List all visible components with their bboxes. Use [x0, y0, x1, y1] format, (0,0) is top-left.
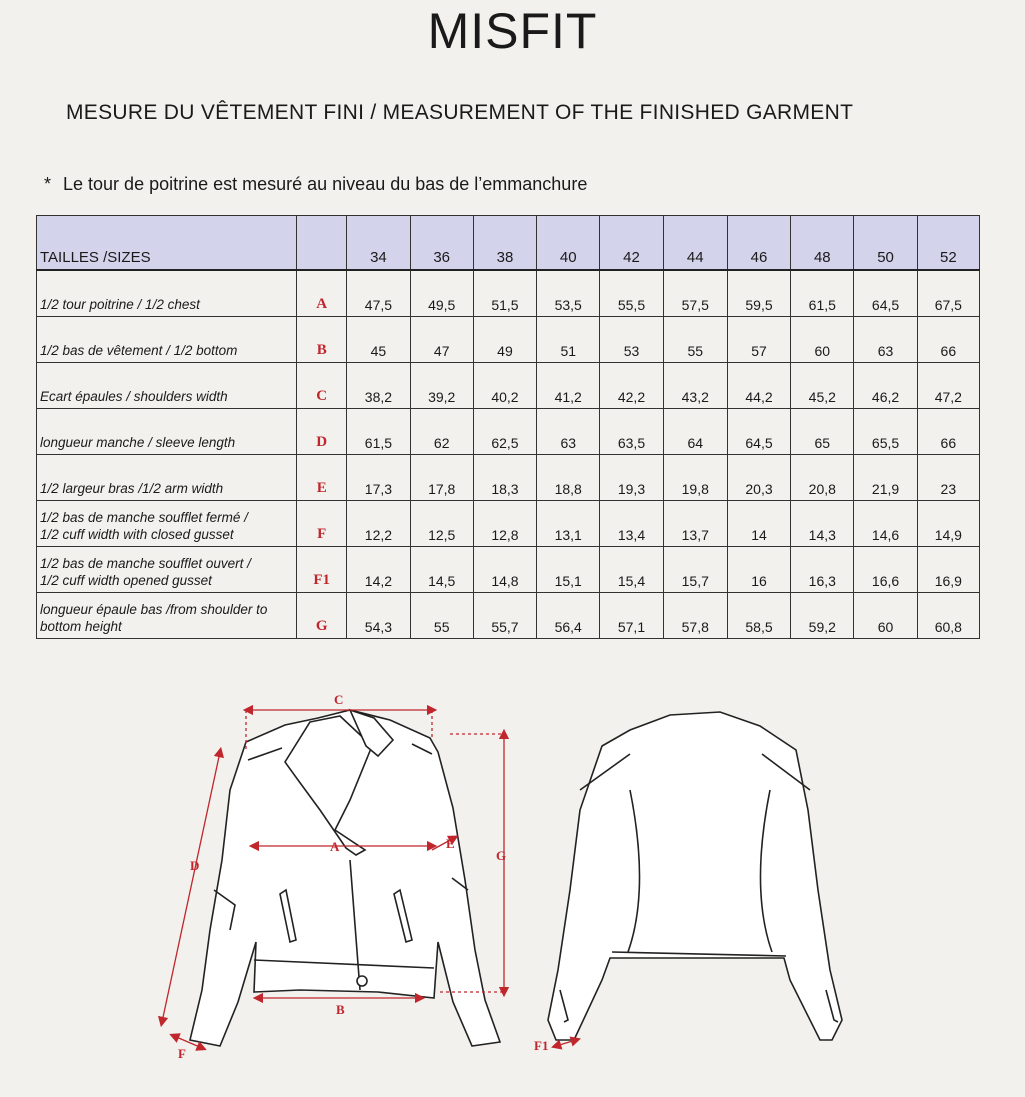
measure-value: 47 [410, 317, 473, 363]
measure-value: 45 [347, 317, 410, 363]
measure-value: 15,7 [663, 547, 727, 593]
measure-value: 49 [473, 317, 536, 363]
measure-value: 14,9 [917, 501, 979, 547]
measure-value: 19,8 [663, 455, 727, 501]
measure-value: 14,5 [410, 547, 473, 593]
label-g: G [496, 848, 507, 863]
table-row [37, 363, 980, 409]
size-header: 38 [473, 216, 536, 271]
measure-value: 40,2 [473, 363, 536, 409]
label-f: F [178, 1046, 186, 1061]
table-header-row [37, 216, 980, 271]
measure-code: C [297, 363, 347, 409]
measure-value: 14,8 [473, 547, 536, 593]
measure-name: 1/2 bas de vêtement / 1/2 bottom [37, 317, 297, 363]
measure-value: 53,5 [537, 270, 600, 317]
measure-value: 44,2 [727, 363, 790, 409]
measure-value: 19,3 [600, 455, 663, 501]
measure-name: longueur manche / sleeve length [37, 409, 297, 455]
brand-title: MISFIT [427, 3, 598, 59]
chest-note [44, 174, 587, 195]
measure-value: 23 [917, 455, 979, 501]
measure-value: 51,5 [473, 270, 536, 317]
measure-value: 16 [727, 547, 790, 593]
measure-value: 16,9 [917, 547, 979, 593]
table-row [37, 270, 980, 317]
size-header: 50 [854, 216, 917, 271]
measure-value: 63,5 [600, 409, 663, 455]
measure-value: 21,9 [854, 455, 917, 501]
measure-value: 65 [791, 409, 854, 455]
measure-value: 18,8 [537, 455, 600, 501]
size-header: 40 [537, 216, 600, 271]
measure-value: 15,1 [537, 547, 600, 593]
measure-value: 13,7 [663, 501, 727, 547]
measure-value: 20,3 [727, 455, 790, 501]
measure-value: 12,2 [347, 501, 410, 547]
measure-value: 14,2 [347, 547, 410, 593]
measure-value: 59,2 [791, 593, 854, 639]
measure-value: 62,5 [473, 409, 536, 455]
label-f1: F1 [534, 1038, 549, 1053]
measure-value: 56,4 [537, 593, 600, 639]
measure-value: 67,5 [917, 270, 979, 317]
measure-value: 16,6 [854, 547, 917, 593]
sizes-header-label: TAILLES /SIZES [37, 216, 297, 271]
measure-value: 64,5 [854, 270, 917, 317]
measure-value: 47,5 [347, 270, 410, 317]
measure-code: G [297, 593, 347, 639]
table-row [37, 409, 980, 455]
note-text: Le tour de poitrine est mesuré au niveau du bas de l’emmanchure [63, 174, 588, 194]
label-c: C [334, 692, 344, 707]
label-b: B [336, 1002, 345, 1017]
note-asterisk: * [44, 174, 52, 194]
measure-value: 55 [410, 593, 473, 639]
table-row [37, 593, 980, 639]
measure-value: 43,2 [663, 363, 727, 409]
measure-name: 1/2 bas de manche soufflet ouvert / 1/2 cuff width opened gusset [37, 547, 297, 593]
measure-value: 57,1 [600, 593, 663, 639]
measure-value: 14 [727, 501, 790, 547]
size-header: 44 [663, 216, 727, 271]
size-header: 36 [410, 216, 473, 271]
size-header: 48 [791, 216, 854, 271]
measure-code: F [297, 501, 347, 547]
measure-value: 55,5 [600, 270, 663, 317]
measure-value: 64,5 [727, 409, 790, 455]
measure-value: 55 [663, 317, 727, 363]
measure-value: 49,5 [410, 270, 473, 317]
page-subtitle: MESURE DU VÊTEMENT FINI / MEASUREMENT OF THE FINISHED GARMENT [66, 101, 854, 124]
measure-value: 47,2 [917, 363, 979, 409]
measure-value: 41,2 [537, 363, 600, 409]
measure-value: 57,8 [663, 593, 727, 639]
size-header: 42 [600, 216, 663, 271]
measure-value: 57 [727, 317, 790, 363]
measure-value: 39,2 [410, 363, 473, 409]
measure-value: 65,5 [854, 409, 917, 455]
measure-value: 60 [791, 317, 854, 363]
measure-value: 66 [917, 317, 979, 363]
measure-value: 66 [917, 409, 979, 455]
table-row [37, 501, 980, 547]
measure-value: 13,1 [537, 501, 600, 547]
measure-value: 64 [663, 409, 727, 455]
measure-value: 17,3 [347, 455, 410, 501]
measure-value: 55,7 [473, 593, 536, 639]
measure-value: 62 [410, 409, 473, 455]
measure-value: 61,5 [347, 409, 410, 455]
measure-name: longueur épaule bas /from shoulder to bottom height [37, 593, 297, 639]
size-table [36, 215, 980, 639]
label-a: A [330, 839, 340, 854]
size-header: 52 [917, 216, 979, 271]
measure-value: 13,4 [600, 501, 663, 547]
measure-value: 58,5 [727, 593, 790, 639]
label-d: D [190, 858, 200, 873]
measure-value: 60,8 [917, 593, 979, 639]
measure-value: 51 [537, 317, 600, 363]
jacket-back-drawing [548, 712, 842, 1040]
measure-code: E [297, 455, 347, 501]
measure-value: 14,3 [791, 501, 854, 547]
measure-value: 63 [854, 317, 917, 363]
measure-value: 20,8 [791, 455, 854, 501]
measure-value: 15,4 [600, 547, 663, 593]
measure-value: 53 [600, 317, 663, 363]
jacket-diagram [150, 690, 870, 1070]
measure-code: A [297, 270, 347, 317]
measure-value: 60 [854, 593, 917, 639]
measure-value: 18,3 [473, 455, 536, 501]
measure-value: 12,8 [473, 501, 536, 547]
table-row [37, 317, 980, 363]
measure-value: 38,2 [347, 363, 410, 409]
label-e: E [446, 836, 455, 851]
table-row [37, 455, 980, 501]
size-header: 34 [347, 216, 410, 271]
measure-code: F1 [297, 547, 347, 593]
measure-value: 63 [537, 409, 600, 455]
measure-name: 1/2 largeur bras /1/2 arm width [37, 455, 297, 501]
measure-value: 14,6 [854, 501, 917, 547]
measure-value: 12,5 [410, 501, 473, 547]
measure-value: 54,3 [347, 593, 410, 639]
measure-value: 46,2 [854, 363, 917, 409]
jacket-front-drawing [190, 710, 500, 1046]
header-blank-cell [297, 216, 347, 271]
measure-name: Ecart épaules / shoulders width [37, 363, 297, 409]
measure-value: 17,8 [410, 455, 473, 501]
measure-code: D [297, 409, 347, 455]
measure-value: 16,3 [791, 547, 854, 593]
measure-value: 61,5 [791, 270, 854, 317]
measure-value: 59,5 [727, 270, 790, 317]
measure-value: 57,5 [663, 270, 727, 317]
measure-name: 1/2 tour poitrine / 1/2 chest [37, 270, 297, 317]
size-header: 46 [727, 216, 790, 271]
measure-name: 1/2 bas de manche soufflet fermé / 1/2 cuff width with closed gusset [37, 501, 297, 547]
measure-value: 42,2 [600, 363, 663, 409]
table-row [37, 547, 980, 593]
measure-code: B [297, 317, 347, 363]
measure-value: 45,2 [791, 363, 854, 409]
